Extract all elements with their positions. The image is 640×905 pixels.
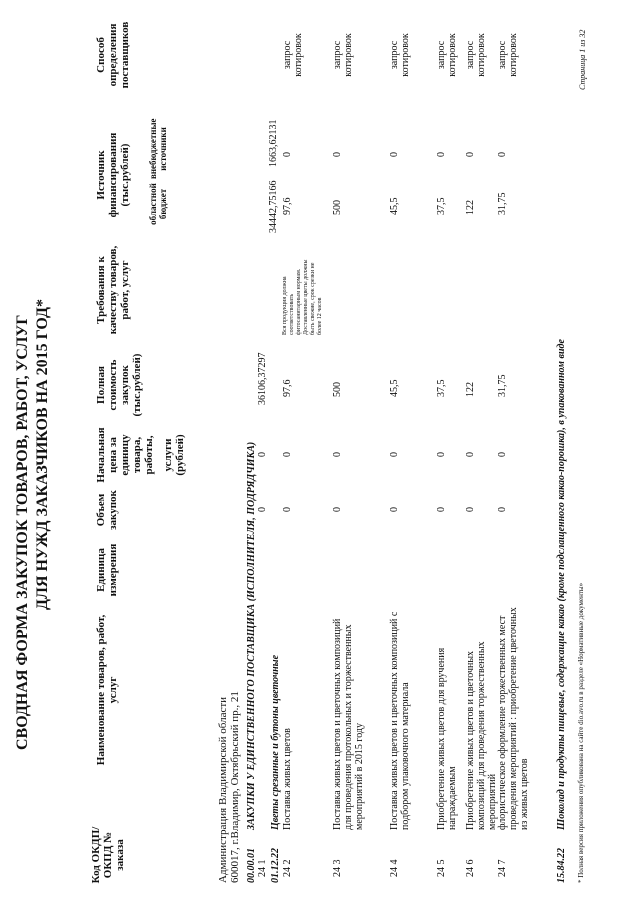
row-name: Поставка живых цветов и цветочных композиций для проведения протокольных и торжественных мероприятий в 2015 году [332, 618, 365, 830]
row-name: Поставка живых цветов и цветочных композиций с подбором упаковочного материала [389, 611, 411, 830]
row-total: 122 [465, 382, 476, 397]
row-name: Поставка живых цветов [282, 728, 293, 830]
row-regional: 45,5 [389, 197, 400, 215]
row-requirements: Вся продукция должна соответствовать фитосанитарным нормам. Доставленные цветы должны быть свежие, срок срезки не более 12 часов [282, 259, 323, 335]
row-volume: 0 [465, 507, 476, 512]
row-extra: 0 [465, 152, 476, 157]
header-volume: Объем закупок [95, 490, 119, 530]
row-volume: 0 [332, 507, 343, 512]
row-method: запрос котировок [282, 33, 304, 77]
row-order: 24 4 [389, 859, 400, 877]
row-extra: 0 [389, 152, 400, 157]
row-name: Приобретение живых цветов и цветочных композиций для проведения торжественных мероприятий [465, 641, 498, 830]
header-method: Способ определения поставщиков [95, 21, 131, 89]
page-number: Страница 1 из 32 [578, 29, 587, 90]
row-order: 24 2 [282, 859, 293, 877]
row-price: 0 [282, 452, 293, 457]
section-regional: 34442,75166 [268, 180, 279, 233]
header-total: Полная стоимость закупок (тыс.рублей) [95, 353, 143, 417]
row-total: 97,6 [282, 379, 293, 397]
row-method: запрос котировок [497, 33, 519, 77]
row-total: 37,5 [436, 379, 447, 397]
row-price: 0 [389, 452, 400, 457]
row-method: запрос котировок [436, 33, 458, 77]
row-regional: 500 [332, 200, 343, 215]
row-volume: 0 [389, 507, 400, 512]
row-volume: 0 [497, 507, 508, 512]
row-regional: 97,6 [282, 197, 293, 215]
header-price: Начальная цена за единицу товара, работы, [95, 427, 155, 483]
section-extra: 1663,62131 [268, 119, 279, 167]
row-order: 24 6 [465, 859, 476, 877]
footnote: * Полная версия приложения опубликована на сайте dio.avo.ru в разделе «Нормативные документы» [577, 582, 585, 883]
title-line-1: СВОДНАЯ ФОРМА ЗАКУПОК ТОВАРОВ, РАБОТ, УСЛУГ [14, 314, 31, 750]
row-order: 24 5 [436, 859, 447, 877]
row-method: запрос котировок [332, 33, 354, 77]
row-price: 0 [332, 452, 343, 457]
category-code: 01.12.22 [270, 848, 281, 883]
row-method: запрос котировок [389, 33, 411, 77]
row-volume: 0 [436, 507, 447, 512]
header-name: Наименование товаров, работ, услуг [95, 614, 119, 766]
row-extra: 0 [282, 152, 293, 157]
row-total: 45,5 [389, 379, 400, 397]
header-source: Источник финансирования (тыс.рублей) [95, 132, 131, 218]
row-extra: 0 [436, 152, 447, 157]
row-name: флористическое оформление торжественных мест проведения мероприятий : приобретение цветочных из живых цветов [497, 607, 530, 830]
category-code: 15.84.22 [556, 848, 567, 883]
row-price: 0 [497, 452, 508, 457]
row-total: 31,75 [497, 374, 508, 397]
section-order: 24 1 [257, 859, 268, 877]
row-order: 24 3 [332, 859, 343, 877]
header-source-extra: внебюджетные источники [148, 118, 168, 179]
customer-address: 600017, г.Владимир, Октябрьский пр., 21 [229, 691, 241, 883]
header-code: Код ОКДП/ ОКПД № заказа [90, 826, 126, 884]
section-title: ЗАКУПКИ У ЕДИНСТВЕННОГО ПОСТАВЩИКА (ИСПОЛНИТЕЛЯ, ПОДРЯДЧИКА) [246, 441, 257, 830]
customer-name: Администрация Владимирской области [217, 696, 229, 883]
row-volume: 0 [282, 507, 293, 512]
header-price-unit: услуги (рублей) [162, 434, 186, 476]
row-name: Приобретение живых цветов для вручения награждаемым [436, 647, 458, 830]
row-extra: 0 [497, 152, 508, 157]
row-method: запрос котировок [465, 33, 487, 77]
row-order: 24 7 [497, 859, 508, 877]
section-code: 00.00.01 [246, 848, 257, 883]
row-regional: 31,75 [497, 192, 508, 215]
row-total: 500 [332, 382, 343, 397]
row-price: 0 [465, 452, 476, 457]
row-regional: 122 [465, 200, 476, 215]
category-title: Шоколад и продукты пищевые, содержащие какао (кроме подслащенного какао-порошка), в упакованном виде [556, 339, 567, 830]
section-total: 36106,37297 [257, 352, 268, 405]
section-price: 0 [257, 452, 268, 457]
header-requirements: Требования к качеству товаров, работ, услуг [95, 245, 131, 335]
section-volume: 0 [257, 507, 268, 512]
header-unit: Единица измерения [95, 543, 119, 597]
row-regional: 37,5 [436, 197, 447, 215]
row-price: 0 [436, 452, 447, 457]
title-line-2: ДЛЯ НУЖД ЗАКАЗЧИКОВ НА 2015 ГОД* [34, 298, 51, 610]
row-extra: 0 [332, 152, 343, 157]
category-title: Цветы срезанные и бутоны цветочные [270, 654, 281, 830]
header-source-regional: областной бюджет [148, 183, 168, 225]
